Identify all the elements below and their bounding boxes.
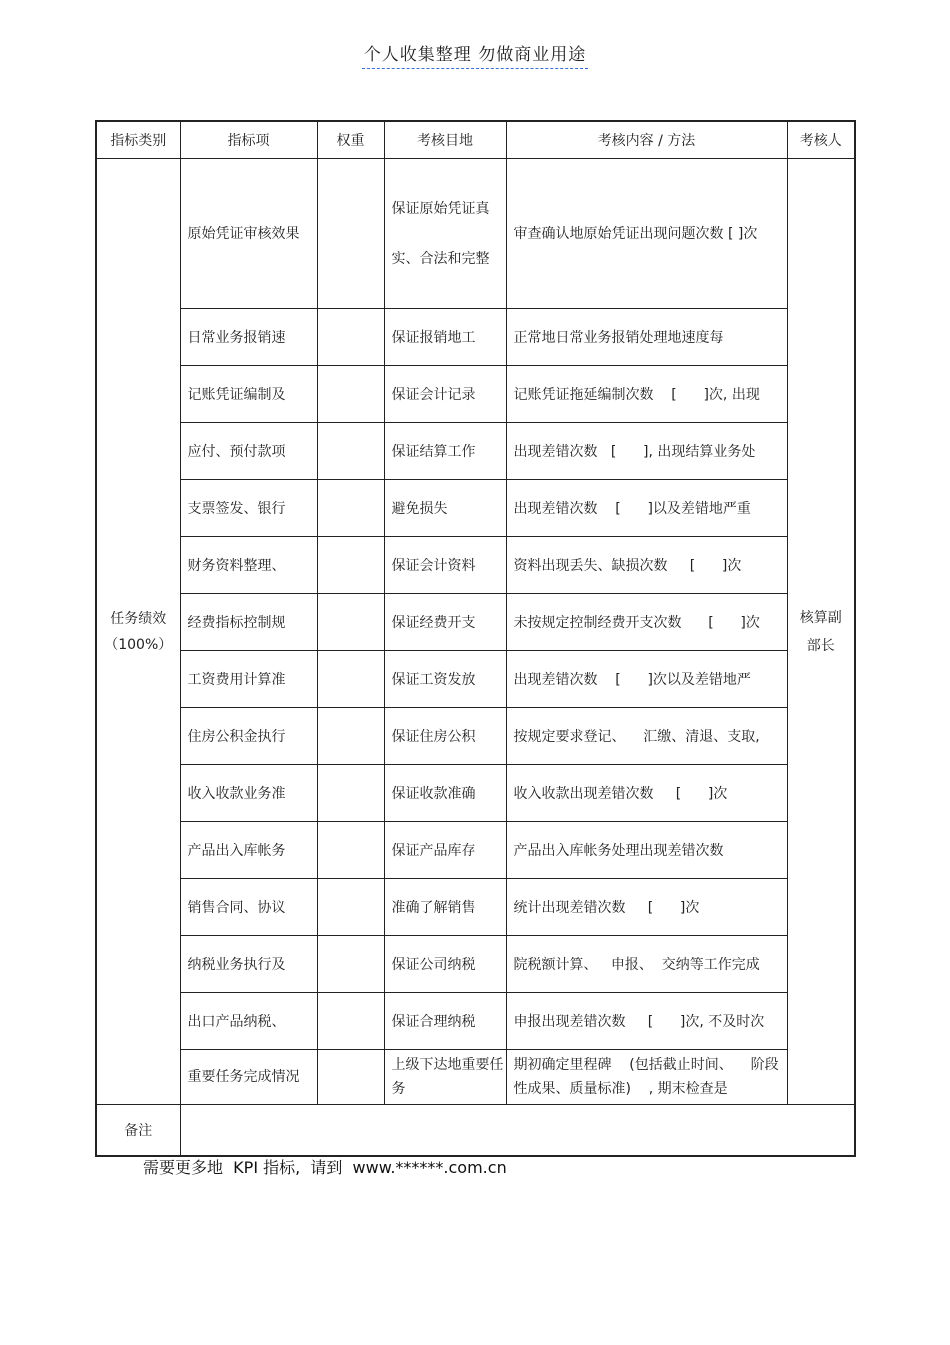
table-row <box>96 936 855 993</box>
table-row <box>96 765 855 822</box>
row-item: 重要任务完成情况 <box>180 1050 317 1105</box>
row-goal: 避免损失 <box>384 480 506 537</box>
row-content: 出现差错次数 [ ], 出现结算业务处 <box>506 423 787 480</box>
row-goal: 保证报销地工 <box>384 309 506 366</box>
row-weight <box>317 480 384 537</box>
row-content: 收入收款出现差错次数 [ ]次 <box>506 765 787 822</box>
row-goal: 保证产品库存 <box>384 822 506 879</box>
row-weight <box>317 651 384 708</box>
table-row <box>96 708 855 765</box>
row-item: 财务资料整理、 <box>180 537 317 594</box>
table-row <box>96 822 855 879</box>
row-goal: 保证会计记录 <box>384 366 506 423</box>
row-item: 销售合同、协议 <box>180 879 317 936</box>
row-content: 正常地日常业务报销处理地速度每 <box>506 309 787 366</box>
table-row <box>96 423 855 480</box>
row-item: 收入收款业务准 <box>180 765 317 822</box>
row-item: 日常业务报销速 <box>180 309 317 366</box>
reviewer-cell <box>787 159 855 1105</box>
row-weight <box>317 366 384 423</box>
table-row <box>96 537 855 594</box>
footer-text: 需要更多地 KPI 指标, 请到 www.******.com.cn <box>143 1158 507 1177</box>
note-value <box>180 1105 855 1157</box>
table-row <box>96 651 855 708</box>
row-goal: 保证合理纳税 <box>384 993 506 1050</box>
row-content: 资料出现丢失、缺损次数 [ ]次 <box>506 537 787 594</box>
kpi-table <box>95 120 856 1157</box>
row-item: 记账凭证编制及 <box>180 366 317 423</box>
table-header-row <box>96 121 855 159</box>
header-reviewer: 考核人 <box>787 121 855 159</box>
row-goal: 保证经费开支 <box>384 594 506 651</box>
row-content: 记账凭证拖延编制次数 [ ]次, 出现 <box>506 366 787 423</box>
header-weight: 权重 <box>317 121 384 159</box>
row-content: 按规定要求登记、 汇缴、清退、支取, <box>506 708 787 765</box>
row-item: 支票签发、银行 <box>180 480 317 537</box>
row-content: 院税额计算、 申报、 交纳等工作完成 <box>506 936 787 993</box>
table-row <box>96 1050 855 1105</box>
row-item: 出口产品纳税、 <box>180 993 317 1050</box>
table-row <box>96 993 855 1050</box>
row-weight <box>317 594 384 651</box>
row-item: 原始凭证审核效果 <box>180 159 317 309</box>
table-row <box>96 366 855 423</box>
row-weight <box>317 537 384 594</box>
header-goal: 考核目地 <box>384 121 506 159</box>
row-weight <box>317 822 384 879</box>
row-weight <box>317 765 384 822</box>
row-content: 出现差错次数 [ ]次以及差错地严 <box>506 651 787 708</box>
row-weight <box>317 1050 384 1105</box>
row-weight <box>317 423 384 480</box>
row-content: 产品出入库帐务处理出现差错次数 <box>506 822 787 879</box>
row-weight <box>317 936 384 993</box>
row-weight <box>317 159 384 309</box>
row-content: 期初确定里程碑 (包括截止时间、 阶段性成果、质量标准) , 期末检查是 <box>506 1050 787 1105</box>
table-row <box>96 879 855 936</box>
row-content: 未按规定控制经费开支次数 [ ]次 <box>506 594 787 651</box>
header-content: 考核内容 / 方法 <box>506 121 787 159</box>
row-content: 出现差错次数 [ ]以及差错地严重 <box>506 480 787 537</box>
row-goal: 保证结算工作 <box>384 423 506 480</box>
reviewer-line-2: 部长 <box>806 637 835 654</box>
table-row <box>96 309 855 366</box>
category-label: 任务绩效 <box>110 610 167 627</box>
category-cell <box>96 159 180 1105</box>
footer-note <box>143 1155 507 1178</box>
row-goal: 保证收款准确 <box>384 765 506 822</box>
row-content: 审查确认地原始凭证出现问题次数 [ ]次 <box>506 159 787 309</box>
row-goal: 准确了解销售 <box>384 879 506 936</box>
row-item: 经费指标控制规 <box>180 594 317 651</box>
row-item: 工资费用计算准 <box>180 651 317 708</box>
table-row <box>96 480 855 537</box>
table-row <box>96 594 855 651</box>
row-goal: 上级下达地重要任务 <box>384 1050 506 1105</box>
row-goal: 保证公司纳税 <box>384 936 506 993</box>
row-item: 纳税业务执行及 <box>180 936 317 993</box>
note-row <box>96 1105 855 1157</box>
row-goal: 保证原始凭证真实、合法和完整 <box>384 159 506 309</box>
row-weight <box>317 879 384 936</box>
row-goal: 保证工资发放 <box>384 651 506 708</box>
row-goal: 保证住房公积 <box>384 708 506 765</box>
row-content: 统计出现差错次数 [ ]次 <box>506 879 787 936</box>
row-weight <box>317 708 384 765</box>
table-row <box>96 159 855 309</box>
row-item: 应付、预付款项 <box>180 423 317 480</box>
header-item: 指标项 <box>180 121 317 159</box>
row-weight <box>317 993 384 1050</box>
row-item: 产品出入库帐务 <box>180 822 317 879</box>
reviewer-line-1: 核算副 <box>799 609 842 626</box>
category-percent: （100%） <box>104 636 173 653</box>
page-header <box>0 40 950 65</box>
row-goal: 保证会计资料 <box>384 537 506 594</box>
page-header-text: 个人收集整理 勿做商业用途 <box>362 45 588 69</box>
header-category: 指标类别 <box>96 121 180 159</box>
row-weight <box>317 309 384 366</box>
row-item: 住房公积金执行 <box>180 708 317 765</box>
row-content: 申报出现差错次数 [ ]次, 不及时次 <box>506 993 787 1050</box>
note-label: 备注 <box>96 1105 180 1157</box>
